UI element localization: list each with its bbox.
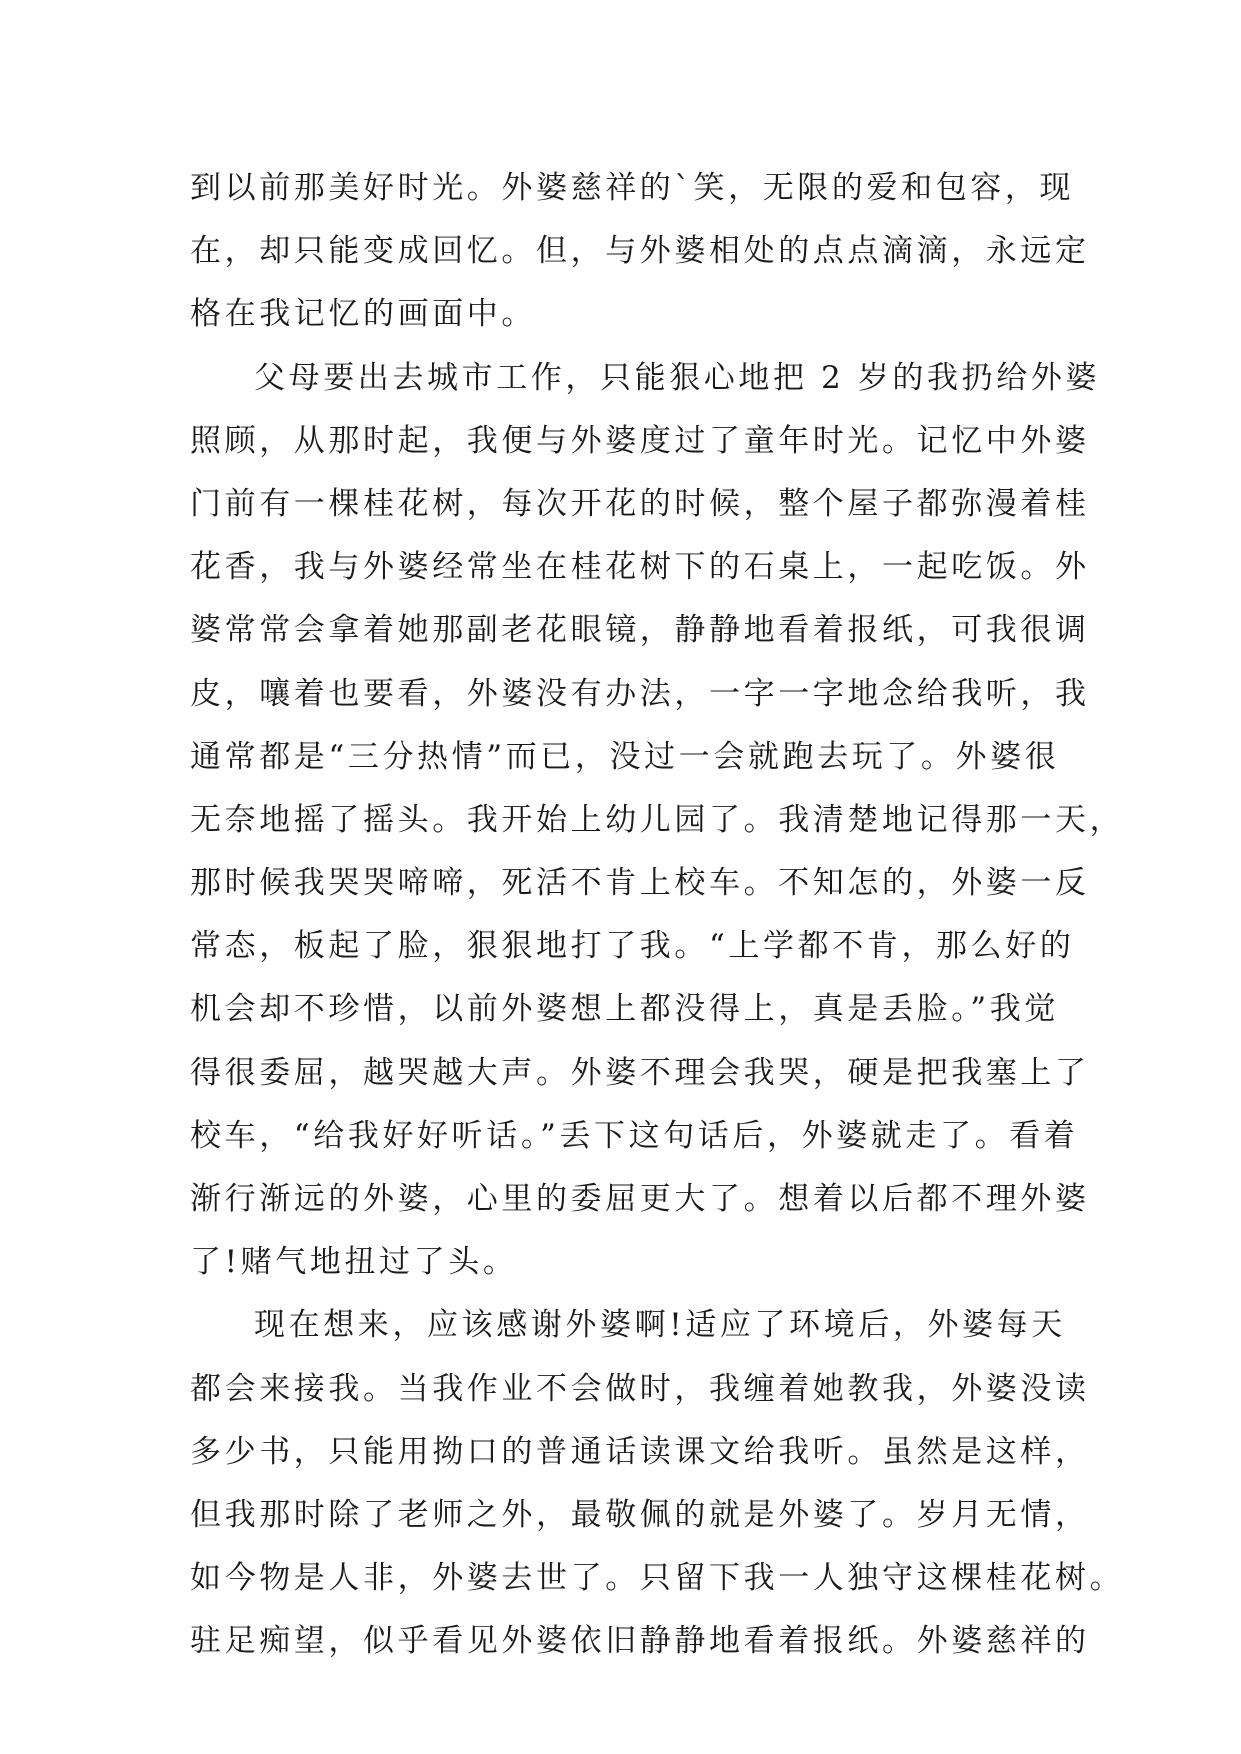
text-line: 驻足痴望，似乎看见外婆依旧静静地看着报纸。外婆慈祥的 (190, 1623, 1090, 1660)
text-line: 得很委屈，越哭越大声。外婆不理会我哭，硬是把我塞上了 (190, 1054, 1090, 1091)
text-line: 到以前那美好时光。外婆慈祥的`笑，无限的爱和包容，现 (190, 170, 1075, 206)
paragraph-first-line: 现在想来，应该感谢外婆啊!适应了环境后，外婆每天 (254, 1307, 1066, 1344)
text-line: 皮，嚷着也要看，外婆没有办法，一字一字地念给我听，我 (190, 675, 1090, 712)
text-line: 通常都是“三分热情”而已，没过一会就跑去玩了。外婆很 (190, 738, 1060, 775)
text-line: 但我那时除了老师之外，最敬佩的就是外婆了。岁月无情， (190, 1496, 1090, 1533)
text-line: 门前有一棵桂花树，每次开花的时候，整个屋子都弥漫着桂 (190, 485, 1090, 522)
text-line: 渐行渐远的外婆，心里的委屈更大了。想着以后都不理外婆 (190, 1181, 1090, 1217)
body-text (190, 157, 1125, 1674)
text-line: 那时候我哭哭啼啼，死活不肯上校车。不知怎的，外婆一反 (190, 865, 1090, 902)
text-line: 婆常常会拿着她那副老花眼镜，静静地看着报纸，可我很调 (190, 612, 1090, 649)
text-line: 无奈地摇了摇头。我开始上幼儿园了。我清楚地记得那一天， (190, 801, 1125, 838)
text-line: 校车，“给我好好听话。”丢下这句话后，外婆就走了。看着 (190, 1117, 1079, 1154)
text-line: 多少书，只能用拗口的普通话读课文给我听。虽然是这样， (190, 1433, 1090, 1470)
text-line: 了!赌气地扭过了头。 (190, 1244, 518, 1281)
text-line: 花香，我与外婆经常坐在桂花树下的石桌上，一起吃饭。外 (190, 549, 1090, 586)
text-line: 格在我记忆的画面中。 (190, 296, 536, 333)
text-line: 常态，板起了脸，狠狠地打了我。“上学都不肯，那么好的 (190, 928, 1075, 965)
paragraph-first-line: 父母要出去城市工作，只能狠心地把 2 岁的我扔给外婆 (254, 359, 1101, 396)
text-line: 都会来接我。当我作业不会做时，我缠着她教我，外婆没读 (190, 1370, 1090, 1407)
text-line: 在，却只能变成回忆。但，与外婆相处的点点滴滴，永远定 (190, 233, 1090, 270)
text-line: 照顾，从那时起，我便与外婆度过了童年时光。记忆中外婆 (190, 422, 1090, 459)
text-line: 机会却不珍惜，以前外婆想上都没得上，真是丢脸。”我觉 (190, 991, 1059, 1028)
text-line: 如今物是人非，外婆去世了。只留下我一人独守这棵桂花树。 (190, 1560, 1125, 1597)
